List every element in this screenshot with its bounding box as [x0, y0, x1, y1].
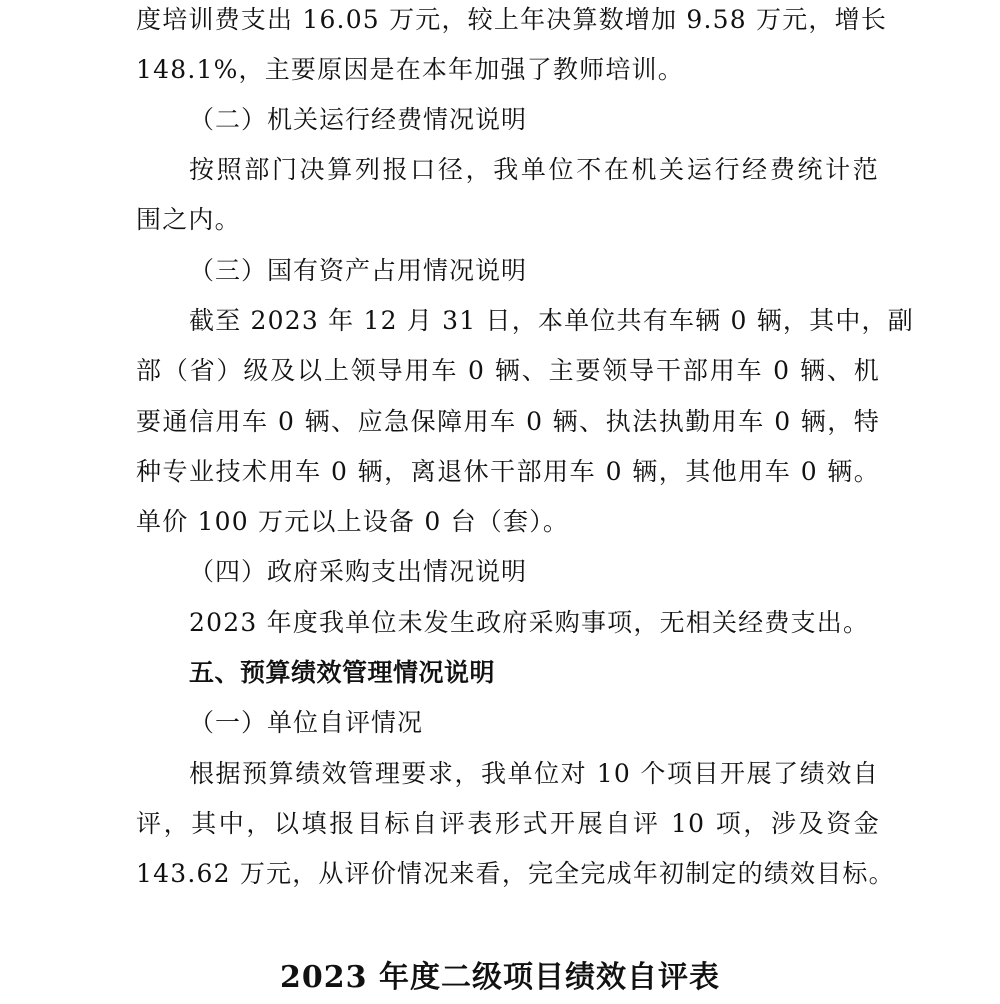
table-title: 2023 年度二级项目绩效自评表: [280, 960, 720, 995]
section-heading-5: 五、预算绩效管理情况说明: [189, 658, 496, 687]
paragraph-line: 度培训费支出 16.05 万元，较上年决算数增加 9.58 万元，增长: [136, 5, 888, 34]
section-heading-2: （二）机关运行经费情况说明: [189, 105, 528, 134]
paragraph-line: 种专业技术用车 0 辆，离退休干部用车 0 辆，其他用车 0 辆。: [136, 457, 880, 486]
paragraph-line: 按照部门决算列报口径，我单位不在机关运行经费统计范: [189, 155, 879, 184]
paragraph-line: 2023 年度我单位未发生政府采购事项，无相关经费支出。: [189, 608, 870, 637]
paragraph-line: 单价 100 万元以上设备 0 台（套）。: [136, 507, 570, 536]
section-heading-3: （三）国有资产占用情况说明: [189, 256, 528, 285]
paragraph-line: 148.1%，主要原因是在本年加强了教师培训。: [136, 55, 684, 84]
paragraph-line: 部（省）级及以上领导用车 0 辆、主要领导干部用车 0 辆、机: [136, 356, 880, 385]
paragraph-line: 评，其中，以填报目标自评表形式开展自评 10 项，涉及资金: [136, 809, 880, 838]
paragraph-line: 要通信用车 0 辆、应急保障用车 0 辆、执法执勤用车 0 辆，特: [136, 407, 880, 436]
paragraph-line: 围之内。: [136, 205, 241, 234]
paragraph-line: 143.62 万元，从评价情况来看，完全完成年初制定的绩效目标。: [136, 859, 895, 888]
section-heading-4: （四）政府采购支出情况说明: [189, 557, 528, 586]
section-heading-5-1: （一）单位自评情况: [189, 708, 424, 737]
paragraph-line: 根据预算绩效管理要求，我单位对 10 个项目开展了绩效自: [189, 759, 879, 788]
paragraph-line: 截至 2023 年 12 月 31 日，本单位共有车辆 0 辆，其中，副: [189, 306, 914, 335]
